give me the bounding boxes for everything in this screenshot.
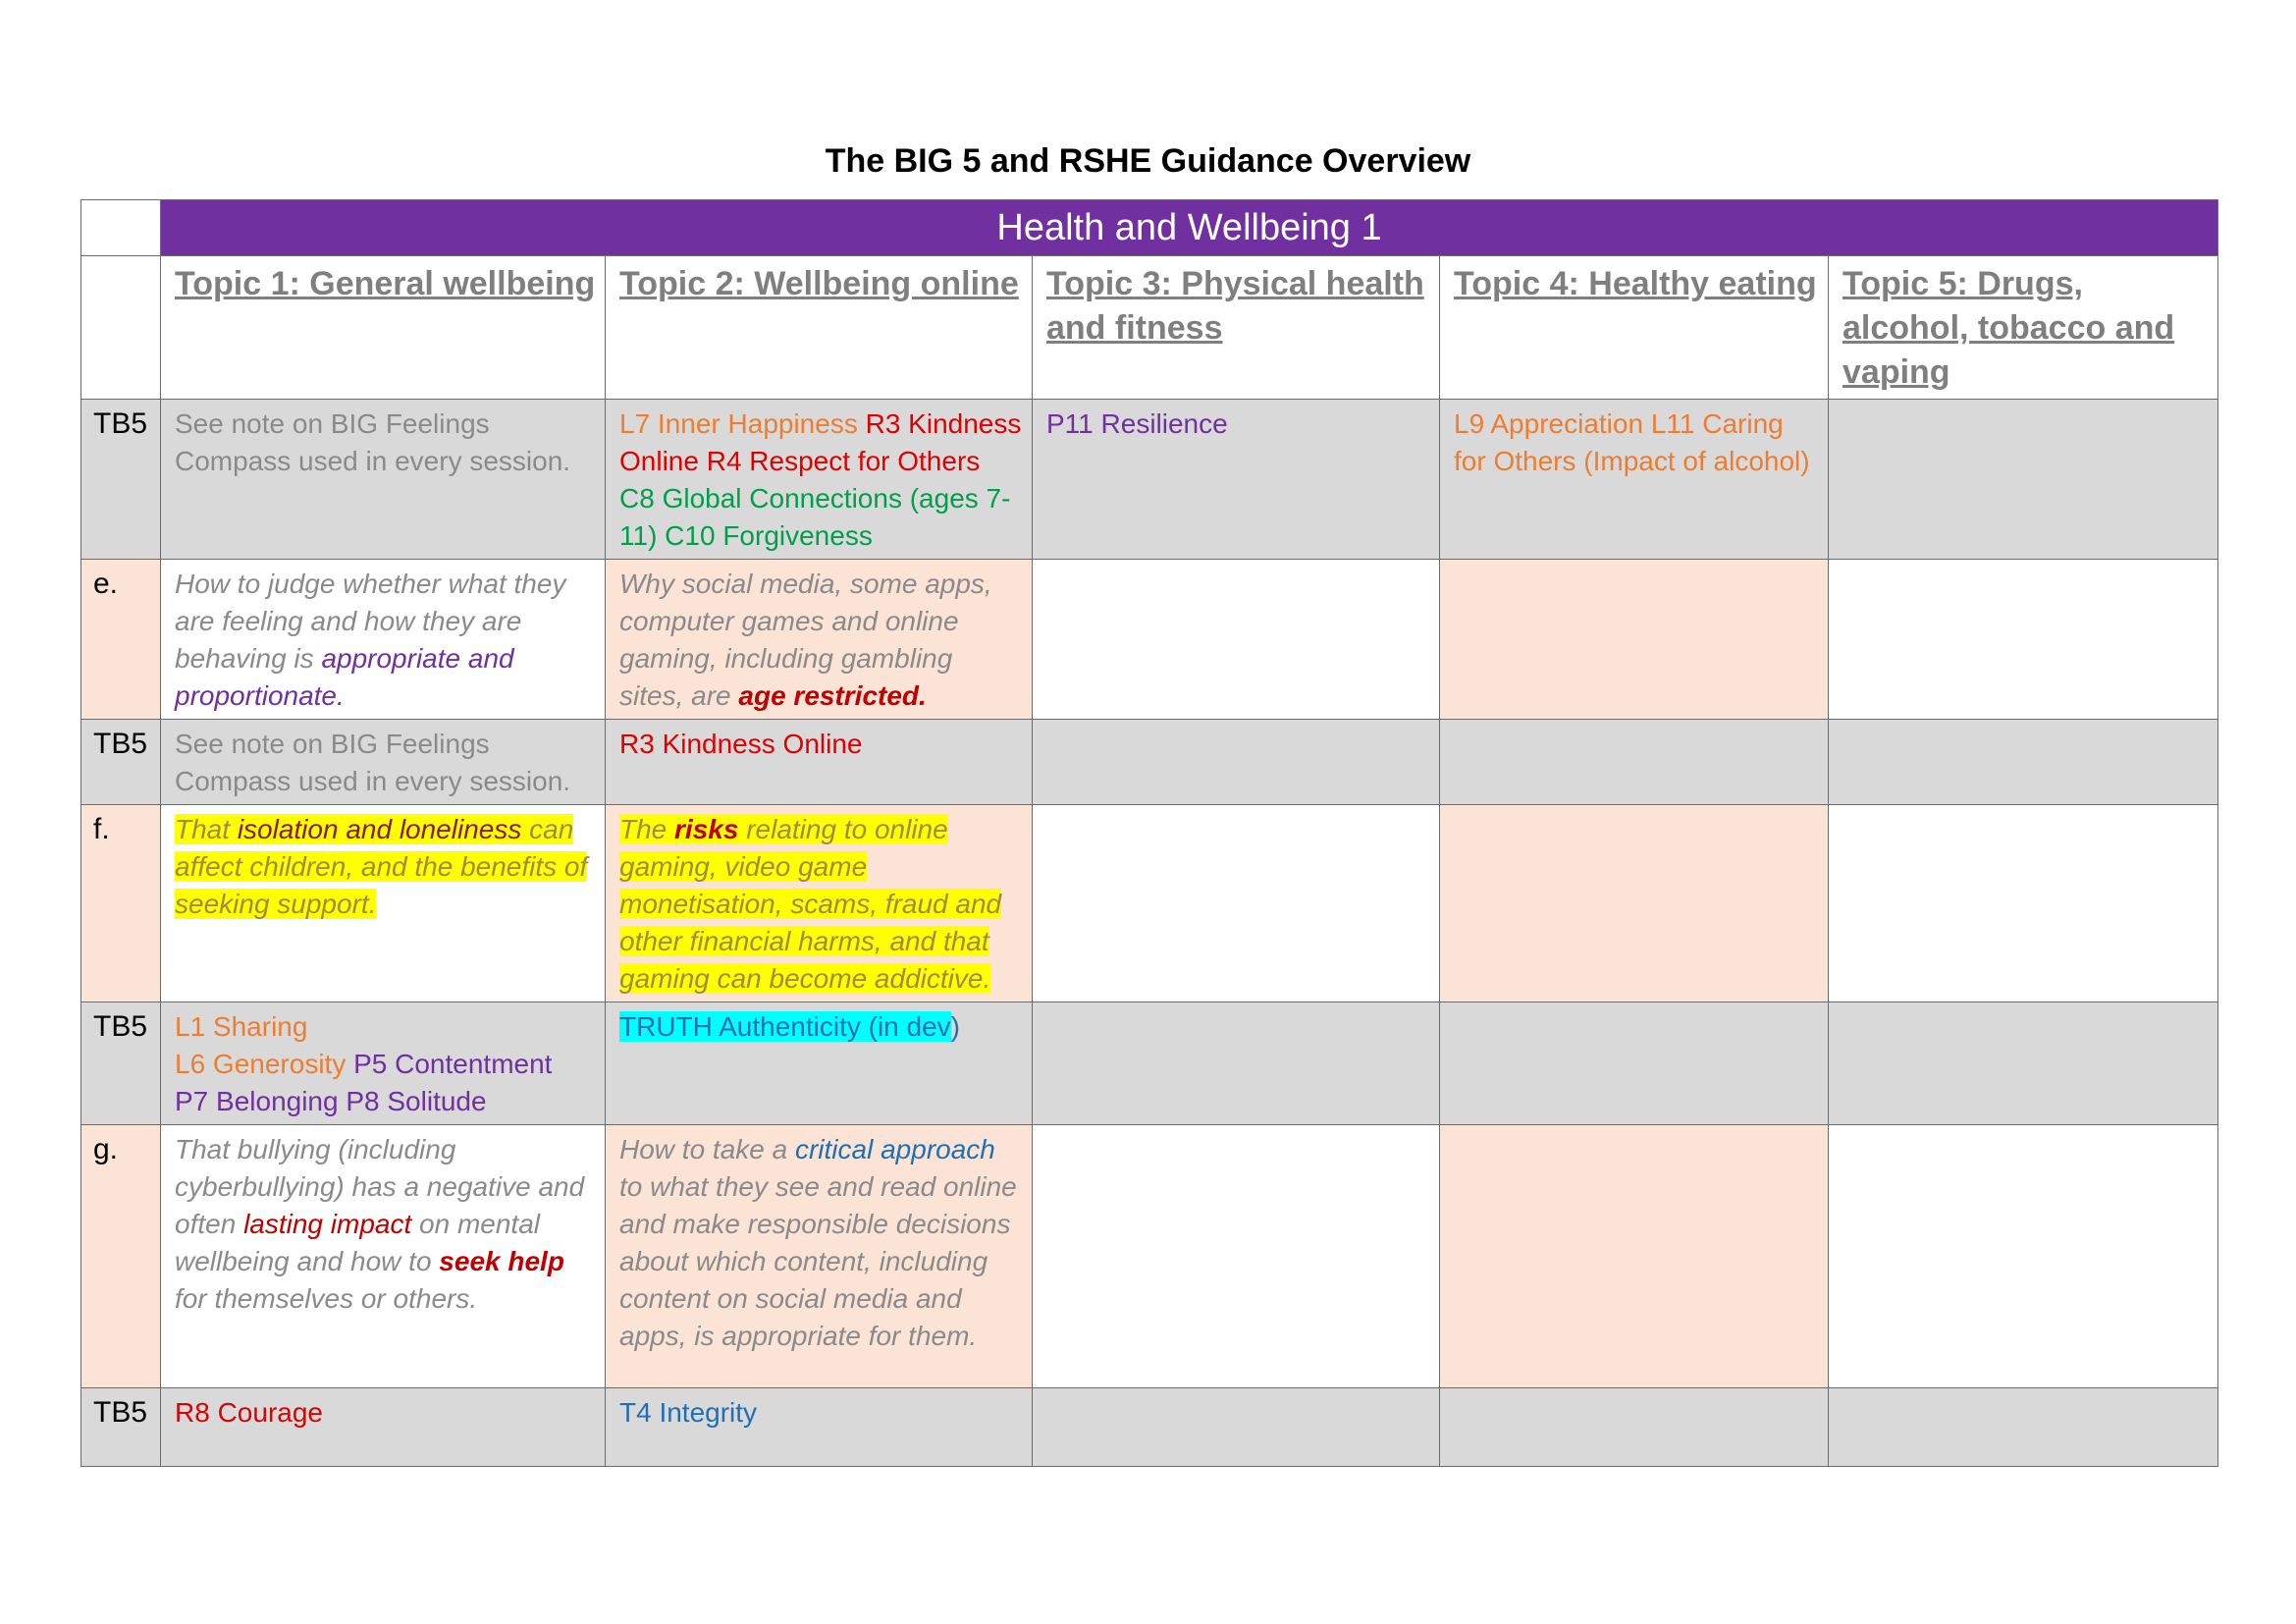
overview-table bbox=[80, 199, 2218, 1467]
cell-topic-3 bbox=[1033, 1002, 1440, 1125]
cell-topic-1 bbox=[161, 400, 606, 560]
cell-topic-4 bbox=[1440, 560, 1829, 720]
row-label: TB5 bbox=[81, 1002, 161, 1125]
cell-text: lasting impact bbox=[243, 1209, 412, 1239]
table-row bbox=[81, 805, 2218, 1002]
cell-topic-3 bbox=[1033, 1388, 1440, 1467]
cell-topic-5 bbox=[1829, 400, 2218, 560]
table-row bbox=[81, 720, 2218, 805]
cell-topic-4 bbox=[1440, 805, 1829, 1002]
topic-1-header bbox=[161, 256, 606, 400]
cell-text: TRUTH Authenticity (in dev bbox=[619, 1011, 951, 1042]
topic-header-row bbox=[81, 256, 2218, 400]
cell-topic-1 bbox=[161, 1388, 606, 1467]
cell-text: P11 Resilience bbox=[1046, 408, 1228, 439]
cell-topic-4 bbox=[1440, 1125, 1829, 1388]
cell-text: relating to online gaming, video game monetisation, scams, fraud and other financial harms, and that gaming can become addictive. bbox=[619, 814, 1002, 994]
cell-topic-1 bbox=[161, 720, 606, 805]
cell-topic-2 bbox=[606, 1002, 1033, 1125]
cell-text: critical approach bbox=[794, 1134, 995, 1164]
topic-4-title: Topic 4: Healthy eating bbox=[1454, 265, 1817, 302]
cell-text: C8 Global Connections (ages 7-11) C10 Forgiveness bbox=[619, 483, 1011, 551]
topic-4-header bbox=[1440, 256, 1829, 400]
cell-text: L1 Sharing bbox=[175, 1011, 308, 1042]
cell-text: ) bbox=[950, 1011, 960, 1042]
cell-text: appropriate and proportionate. bbox=[175, 643, 514, 711]
cell-topic-3 bbox=[1033, 560, 1440, 720]
cell-text: can affect children, and the benefits of seeking support. bbox=[175, 814, 588, 919]
row-label: TB5 bbox=[81, 1388, 161, 1467]
page-title: The BIG 5 and RSHE Guidance Overview bbox=[825, 142, 1471, 180]
cell-text: L9 Appreciation L11 Caring for Others (Impact of alcohol) bbox=[1454, 408, 1810, 476]
cell-text: seek help bbox=[439, 1246, 564, 1276]
cell-text: on mental wellbeing and how to bbox=[175, 1209, 540, 1276]
cell-text: How to judge whether what they are feeling and how they are behaving is bbox=[175, 568, 566, 674]
cell-text: How to take a bbox=[619, 1134, 795, 1164]
topic-3-title: Topic 3: Physical health and fitness bbox=[1046, 265, 1424, 347]
cell-topic-2 bbox=[606, 720, 1033, 805]
cell-text: L6 Generosity bbox=[175, 1049, 354, 1079]
topic-5-title: Topic 5: Drugs, alcohol, tobacco and vaping bbox=[1842, 265, 2175, 391]
cell-topic-4 bbox=[1440, 1388, 1829, 1467]
topic-2-title: Topic 2: Wellbeing online bbox=[619, 265, 1019, 302]
cell-text: for themselves or others. bbox=[175, 1283, 478, 1314]
cell-topic-5 bbox=[1829, 560, 2218, 720]
cell-topic-3 bbox=[1033, 1125, 1440, 1388]
cell-text: R3 Kindness Online bbox=[619, 729, 863, 759]
row-label: TB5 bbox=[81, 400, 161, 560]
cell-text: to what they see and read online and make responsible decisions about which content, including content on social media and apps, is appropriate for them. bbox=[619, 1171, 1017, 1351]
topic-3-header bbox=[1033, 256, 1440, 400]
table-row bbox=[81, 400, 2218, 560]
row-label: TB5 bbox=[81, 720, 161, 805]
cell-topic-1 bbox=[161, 560, 606, 720]
table-row bbox=[81, 1388, 2218, 1467]
cell-text: isolation and loneliness bbox=[237, 814, 522, 844]
cell-text: age restricted. bbox=[738, 680, 927, 711]
cell-text: See note on BIG Feelings Compass used in every session. bbox=[175, 408, 571, 476]
cell-topic-2 bbox=[606, 805, 1033, 1002]
topic-5-header bbox=[1829, 256, 2218, 400]
table-row bbox=[81, 560, 2218, 720]
cell-text: The bbox=[619, 814, 675, 844]
topic-1-title: Topic 1: General wellbeing bbox=[175, 265, 596, 302]
cell-topic-1 bbox=[161, 1125, 606, 1388]
cell-text: risks bbox=[674, 814, 739, 844]
cell-topic-3 bbox=[1033, 720, 1440, 805]
cell-text: P5 Contentment bbox=[353, 1049, 553, 1079]
table-row bbox=[81, 1002, 2218, 1125]
cell-topic-3 bbox=[1033, 400, 1440, 560]
banner-row bbox=[81, 200, 2218, 256]
section-banner: Health and Wellbeing 1 bbox=[161, 200, 2218, 256]
cell-topic-1 bbox=[161, 805, 606, 1002]
cell-text: That bullying (including cyberbullying) has a negative and often bbox=[175, 1134, 585, 1239]
cell-topic-2 bbox=[606, 560, 1033, 720]
cell-text: L7 Inner Happiness bbox=[619, 408, 866, 439]
cell-topic-2 bbox=[606, 1388, 1033, 1467]
row-label: g. bbox=[81, 1125, 161, 1388]
row-label: f. bbox=[81, 805, 161, 1002]
cell-topic-4 bbox=[1440, 1002, 1829, 1125]
cell-text: R8 Courage bbox=[175, 1397, 323, 1428]
topic-2-header bbox=[606, 256, 1033, 400]
cell-topic-4 bbox=[1440, 400, 1829, 560]
cell-topic-5 bbox=[1829, 1002, 2218, 1125]
cell-text: P7 Belonging P8 Solitude bbox=[175, 1086, 487, 1116]
cell-text: See note on BIG Feelings Compass used in every session. bbox=[175, 729, 571, 796]
cell-topic-2 bbox=[606, 1125, 1033, 1388]
row-label-empty bbox=[81, 256, 161, 400]
cell-topic-5 bbox=[1829, 720, 2218, 805]
cell-text: R3 Kindness Online R4 Respect for Others bbox=[619, 408, 1022, 476]
cell-text: T4 Integrity bbox=[619, 1397, 758, 1428]
cell-text: Why social media, some apps, computer games and online gaming, including gambling sites, are bbox=[619, 568, 992, 711]
cell-topic-5 bbox=[1829, 805, 2218, 1002]
row-label: e. bbox=[81, 560, 161, 720]
cell-topic-5 bbox=[1829, 1388, 2218, 1467]
corner-cell bbox=[81, 200, 161, 256]
cell-topic-1 bbox=[161, 1002, 606, 1125]
table-row bbox=[81, 1125, 2218, 1388]
cell-topic-4 bbox=[1440, 720, 1829, 805]
cell-text: That bbox=[175, 814, 238, 844]
cell-topic-2 bbox=[606, 400, 1033, 560]
cell-topic-5 bbox=[1829, 1125, 2218, 1388]
cell-topic-3 bbox=[1033, 805, 1440, 1002]
